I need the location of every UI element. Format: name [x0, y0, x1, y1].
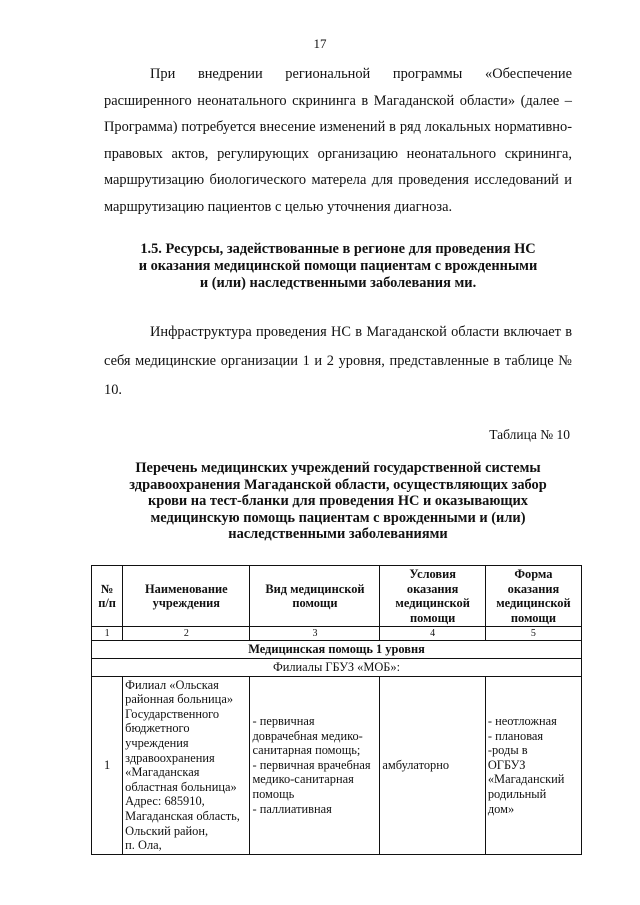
- institution-line: Государственного: [125, 706, 220, 721]
- institution-line: областная больница»: [125, 779, 237, 794]
- header-conditions: [380, 566, 485, 627]
- form-line: - неотложная: [487, 714, 557, 729]
- institution-line: районная больница»: [125, 692, 234, 707]
- header-text: №: [100, 581, 114, 596]
- institution-line: Адрес: 685910,: [125, 794, 205, 809]
- level-row: [92, 641, 582, 659]
- form-line: -роды в: [487, 743, 528, 758]
- branch-row: [92, 658, 582, 676]
- page-number: 17: [313, 36, 327, 51]
- institution-cell: [123, 676, 250, 854]
- header-text: Наименование: [145, 581, 228, 596]
- branch-label: Филиалы ГБУЗ «МОБ»:: [92, 658, 582, 676]
- header-text: учреждения: [152, 596, 220, 611]
- header-text: оказания: [406, 581, 459, 596]
- section-heading: [104, 241, 572, 292]
- section-heading-line: и оказания медицинской помощи пациентам с врожденными: [138, 258, 538, 274]
- infrastructure-paragraph: Инфраструктура проведения НС в Магаданской области включает в себя медицинские организации 1 и 2 уровня, представленные в таблице № 10.: [104, 324, 572, 398]
- column-number: 4: [380, 627, 485, 641]
- institution-line: п. Ола,: [125, 838, 162, 853]
- header-institution: [123, 566, 250, 627]
- header-text: помощи: [410, 610, 456, 625]
- intro-paragraph: При внедрении региональной программы «Обеспечение расширенного неонатального скрининга в Магаданской области» (далее – Программа) потребуется внесение изменений в ряд локальных нормативно-правовых актов, регулирующих организацию неонатального скрининга, маршрутизацию биологического матерела для проведения исследований и маршрутизацию пациентов с целью уточнения диагноза.: [104, 66, 572, 215]
- row-number: 1: [92, 676, 123, 854]
- table-title-line: здравоохранения Магаданской области, осуществляющих забор: [129, 476, 547, 493]
- column-number: 5: [485, 627, 581, 641]
- conditions-cell: амбулаторно: [380, 676, 485, 854]
- column-number: 3: [250, 627, 380, 641]
- institution-line: Филиал «Ольская: [125, 677, 219, 692]
- care-type-line: помощь: [252, 787, 295, 802]
- care-type-line: санитарная помощь;: [252, 743, 361, 758]
- institution-line: бюджетного: [125, 721, 190, 736]
- table-row: [92, 676, 582, 854]
- column-number: 1: [92, 627, 123, 641]
- care-type-cell: [250, 676, 380, 854]
- table-header-row: [92, 566, 582, 627]
- header-text: Форма: [514, 567, 553, 581]
- header-form: [485, 566, 581, 627]
- section-heading-line: 1.5. Ресурсы, задействованные в регионе для проведения НС: [140, 241, 536, 257]
- institution-line: здравоохранения: [125, 750, 215, 765]
- form-line: дом»: [487, 801, 515, 816]
- header-care-type: [250, 566, 380, 627]
- form-line: ОГБУЗ: [487, 757, 526, 772]
- header-text: п/п: [98, 596, 116, 611]
- care-type-line: - первичная врачебная: [252, 757, 371, 772]
- form-line: - плановая: [487, 728, 544, 743]
- table-title-line: наследственными заболеваниями: [228, 526, 448, 542]
- header-text: помощи: [510, 610, 557, 625]
- form-cell: [485, 676, 581, 854]
- section-heading-line: и (или) наследственными заболевания ми.: [199, 275, 477, 291]
- institution-line: «Магаданская: [125, 765, 200, 780]
- level-label: Медицинская помощь 1 уровня: [92, 641, 582, 659]
- institution-line: учреждения: [125, 735, 189, 750]
- header-text: медицинской: [395, 596, 470, 611]
- form-line: родильный: [487, 787, 547, 802]
- care-type-line: медико-санитарная: [252, 772, 354, 787]
- form-line: «Магаданский: [487, 772, 565, 787]
- table-label: Таблица № 10: [489, 427, 570, 442]
- column-number-row: [92, 627, 582, 641]
- care-type-line: доврачебная медико-: [252, 728, 363, 743]
- care-type-line: - паллиативная: [252, 801, 332, 816]
- header-text: помощи: [292, 596, 338, 611]
- header-text: медицинской: [496, 596, 571, 611]
- table-title: [104, 460, 572, 543]
- header-text: Вид медицинской: [265, 581, 365, 596]
- column-number: 2: [123, 627, 250, 641]
- institutions-table: [91, 565, 582, 855]
- institution-line: Магаданская область,: [125, 808, 240, 823]
- institution-line: Ольский район,: [125, 823, 209, 838]
- header-text: оказания: [507, 581, 560, 596]
- care-type-line: - первичная: [252, 714, 315, 729]
- table-title-line: медицинскую помощь пациентам с врожденными и (или): [150, 509, 526, 526]
- table-title-line: крови на тест-бланки для проведения НС и оказывающих: [148, 493, 528, 509]
- header-number: [92, 566, 123, 627]
- header-text: Условия: [409, 567, 456, 581]
- table-title-line: Перечень медицинских учреждений государственной системы: [135, 460, 541, 476]
